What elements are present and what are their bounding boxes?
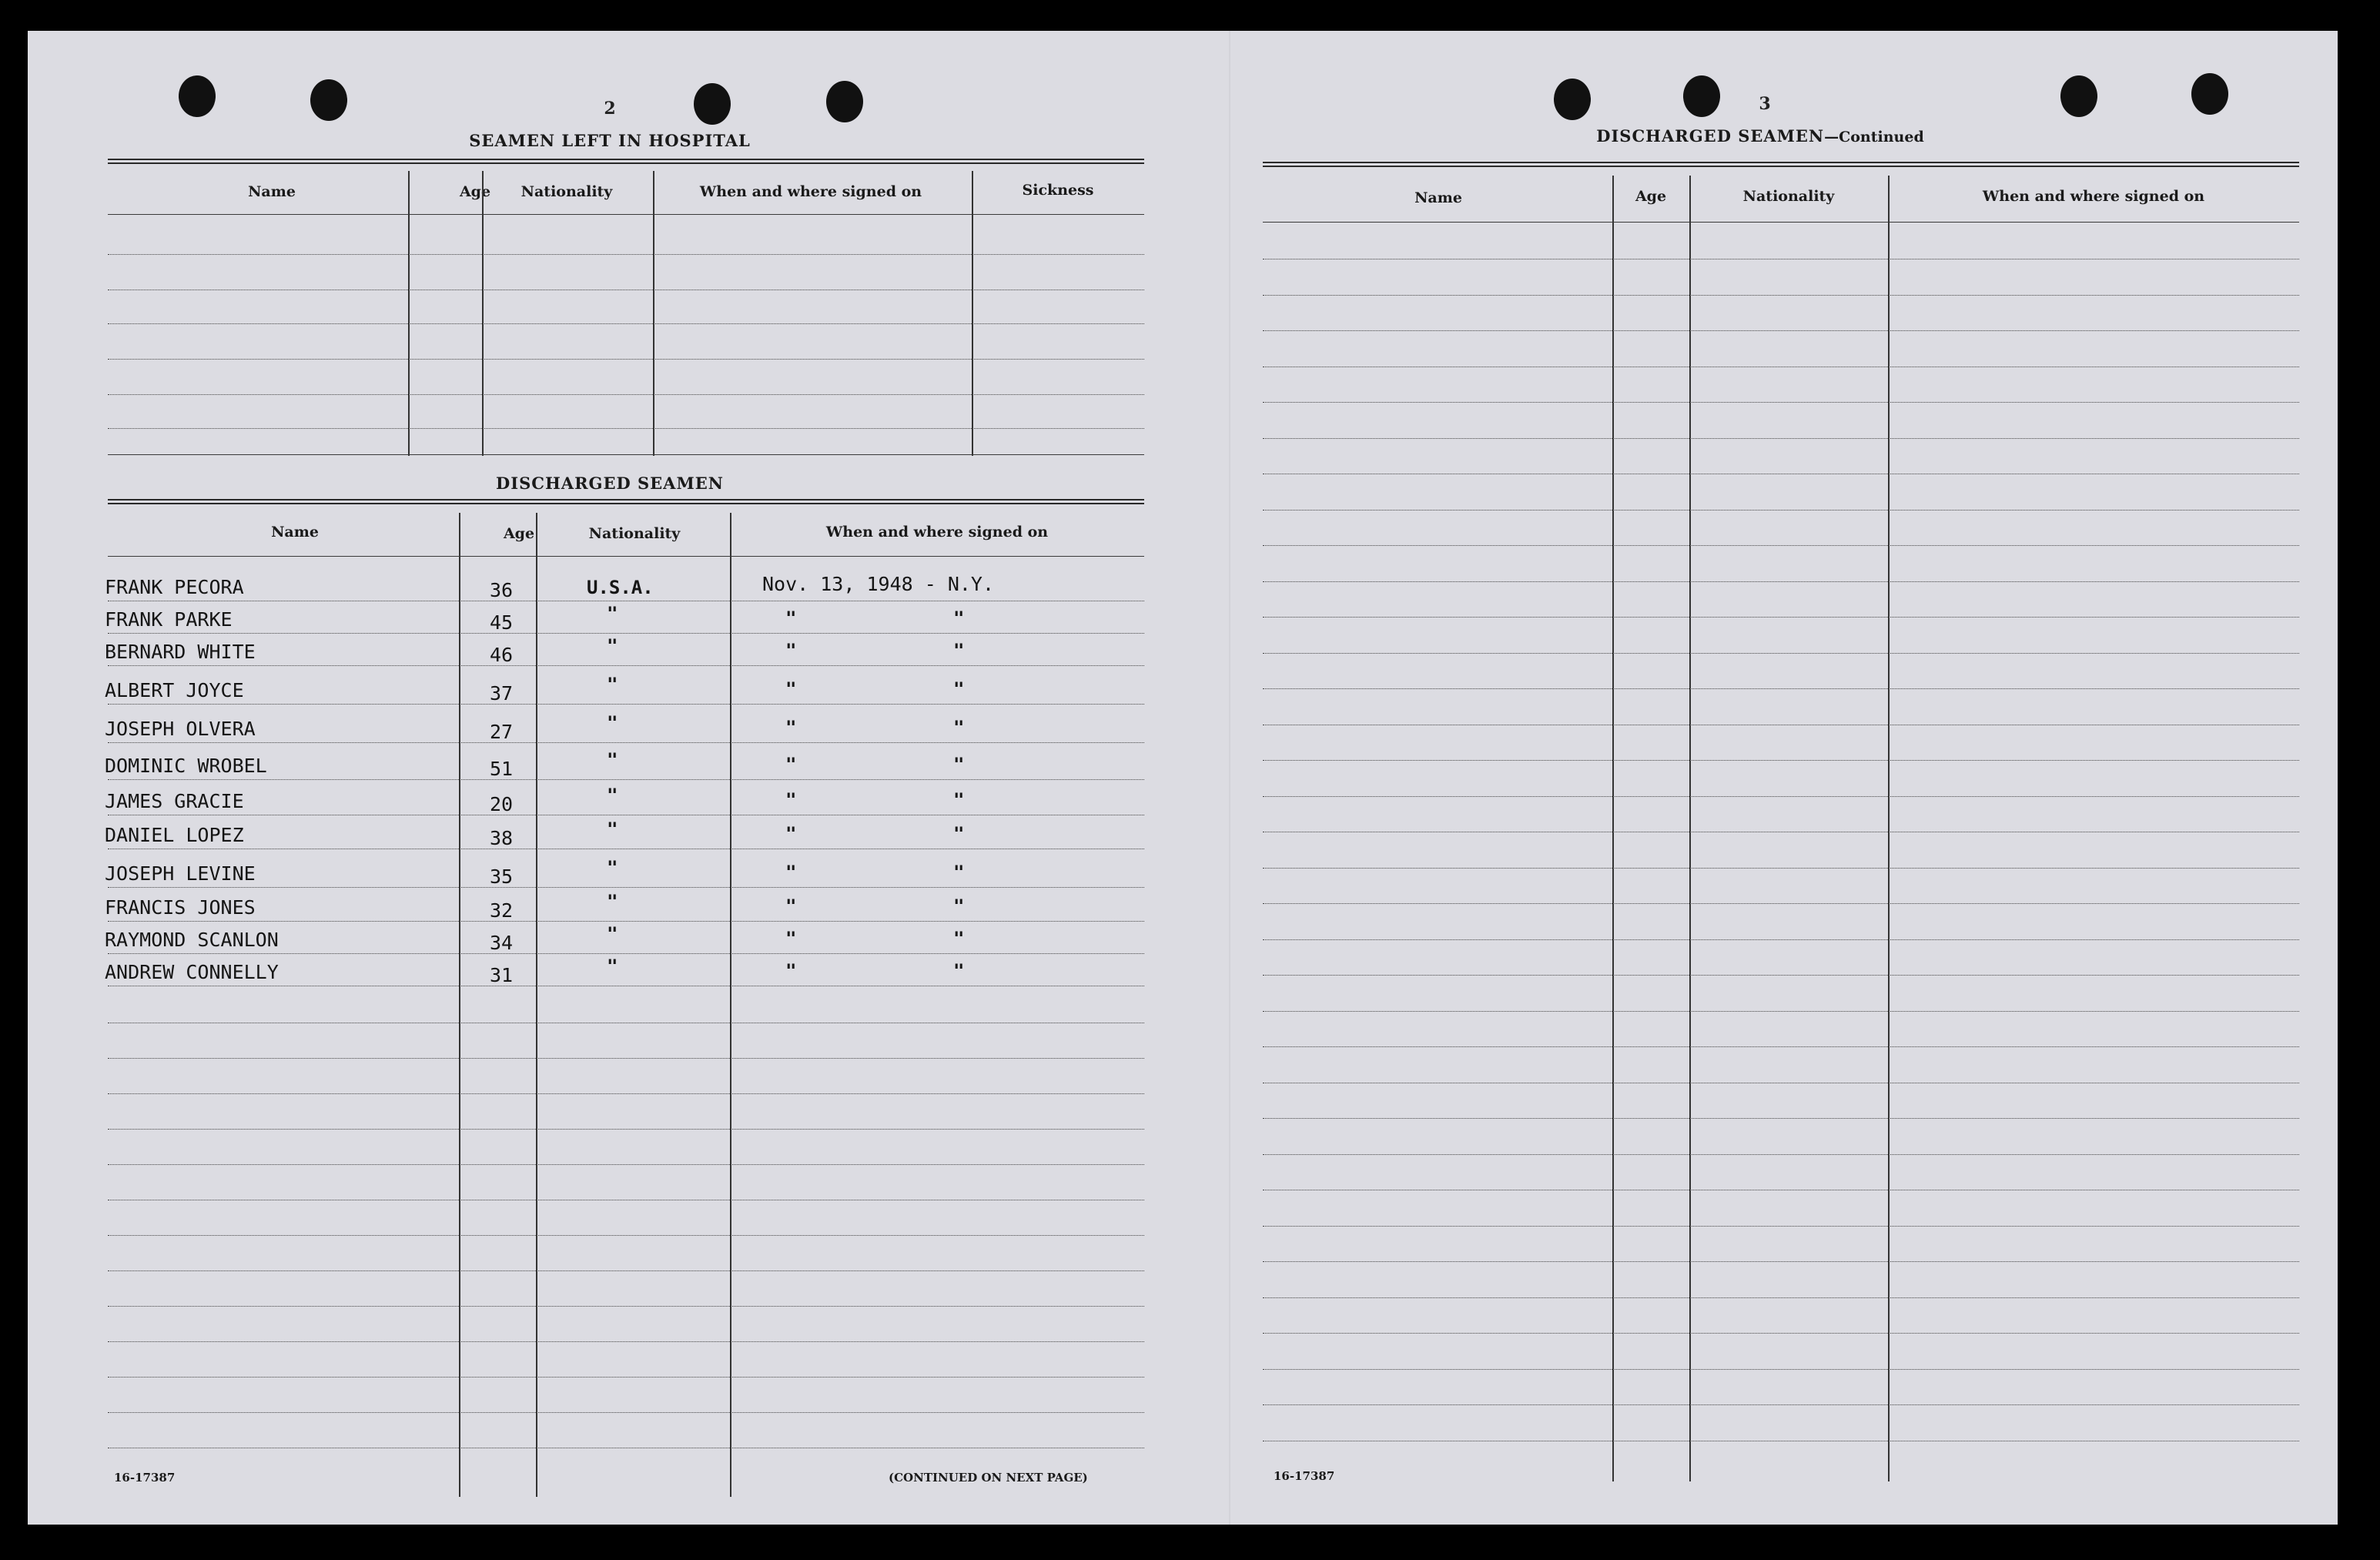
right-col-nationality: Nationality (1742, 188, 1835, 205)
right-empty-row-line (1263, 653, 2299, 654)
discharged-col-age: Age (503, 525, 535, 542)
seaman-nationality: " (607, 635, 618, 657)
right-col-divider (1612, 176, 1614, 1481)
hospital-row-line (108, 254, 1144, 255)
document-sheet (28, 31, 2338, 1525)
seaman-age: 27 (490, 721, 514, 743)
seaman-signed-on-place-ditto: " (953, 895, 965, 917)
punch-hole (2191, 73, 2228, 115)
seaman-signed-on-date-ditto: " (785, 960, 797, 982)
seaman-signed-on-place-ditto: " (953, 789, 965, 811)
discharged-col-signed-on: When and where signed on (825, 524, 1049, 541)
seaman-age: 20 (490, 793, 514, 815)
seaman-name: BERNARD WHITE (105, 641, 256, 663)
seaman-name: ALBERT JOYCE (105, 679, 244, 701)
seaman-signed-on-date-ditto: " (785, 678, 797, 700)
seaman-signed-on-place-ditto: " (953, 960, 965, 982)
seaman-signed-on-date-ditto: " (785, 862, 797, 883)
discharged-row-line (108, 921, 1144, 922)
seaman-age: 34 (490, 932, 514, 954)
punch-hole (1683, 75, 1720, 117)
seaman-nationality: " (607, 712, 618, 734)
seaman-signed-on-date-ditto: " (785, 789, 797, 811)
seaman-nationality: " (607, 956, 618, 977)
seaman-age: 46 (490, 644, 514, 666)
discharged-row-line (108, 887, 1144, 888)
seaman-nationality: " (607, 923, 618, 945)
discharged-empty-row-line (108, 1341, 1144, 1342)
right-empty-row-line (1263, 402, 2299, 403)
right-empty-row-line (1263, 1297, 2299, 1298)
seaman-name: FRANK PARKE (105, 608, 233, 631)
discharged-title-rule (108, 499, 1144, 504)
seaman-nationality: U.S.A. (587, 577, 654, 598)
seaman-age: 31 (490, 964, 514, 986)
right-empty-row-line (1263, 939, 2299, 940)
discharged-col-nationality: Nationality (588, 525, 681, 542)
punch-hole (1554, 79, 1591, 120)
right-empty-row-line (1263, 903, 2299, 904)
hospital-row-line (108, 323, 1144, 324)
continued-note: (CONTINUED ON NEXT PAGE) (889, 1471, 1088, 1485)
discharged-empty-row-line (108, 1164, 1144, 1165)
seaman-signed-on-date-ditto: " (785, 640, 797, 661)
seaman-name: JOSEPH LEVINE (105, 862, 256, 885)
discharged-col-divider (459, 513, 460, 1497)
seaman-signed-on-place-ditto: " (953, 754, 965, 775)
seaman-signed-on-place-ditto: " (953, 717, 965, 738)
right-page-title-main: DISCHARGED SEAMEN (1596, 126, 1825, 146)
seaman-signed-on-place-ditto: " (953, 928, 965, 949)
hospital-title-rule (108, 159, 1144, 164)
right-header-underline (1263, 222, 2299, 223)
seaman-signed-on-date-ditto: " (785, 895, 797, 917)
discharged-header-underline (108, 556, 1144, 557)
seaman-age: 51 (490, 758, 514, 780)
right-empty-row-line (1263, 438, 2299, 439)
seaman-age: 36 (490, 579, 514, 601)
seaman-name: FRANCIS JONES (105, 896, 256, 919)
right-col-divider (1689, 176, 1691, 1481)
hospital-row-line (108, 394, 1144, 395)
seaman-nationality: " (607, 674, 618, 695)
seaman-age: 45 (490, 611, 514, 634)
form-number-left: 16-17387 (114, 1471, 176, 1485)
hospital-row-line (108, 428, 1144, 429)
seaman-signed-on-place-ditto: " (953, 678, 965, 700)
right-empty-row-line (1263, 295, 2299, 296)
right-empty-row-line (1263, 1226, 2299, 1227)
seaman-name: DANIEL LOPEZ (105, 824, 244, 846)
center-fold (1229, 31, 1230, 1525)
right-empty-row-line (1263, 545, 2299, 546)
right-empty-row-line (1263, 1011, 2299, 1012)
seaman-signed-on-place-ditto: " (953, 640, 965, 661)
hospital-row-line (108, 359, 1144, 360)
right-empty-row-line (1263, 1046, 2299, 1047)
seaman-age: 35 (490, 865, 514, 888)
hospital-col-nationality: Nationality (521, 183, 613, 200)
discharged-empty-row-line (108, 1412, 1144, 1413)
hospital-section-title: SEAMEN LEFT IN HOSPITAL (469, 131, 751, 150)
discharged-empty-row-line (108, 1058, 1144, 1059)
hospital-bottom-line (108, 454, 1144, 455)
punch-hole (694, 83, 731, 125)
right-empty-row-line (1263, 330, 2299, 331)
discharged-empty-row-line (108, 1093, 1144, 1094)
right-col-signed-on: When and where signed on (1982, 188, 2205, 205)
discharged-row-line (108, 742, 1144, 743)
right-empty-row-line (1263, 510, 2299, 511)
seaman-nationality: " (607, 857, 618, 879)
right-empty-row-line (1263, 1261, 2299, 1262)
discharged-row-line (108, 704, 1144, 705)
right-empty-row-line (1263, 1154, 2299, 1155)
right-col-name: Name (1414, 189, 1462, 206)
hospital-header-underline (108, 214, 1144, 215)
discharged-empty-row-line (108, 1377, 1144, 1378)
seaman-age: 37 (490, 682, 514, 705)
seaman-signed-on: Nov. 13, 1948 - N.Y. (762, 573, 995, 595)
discharged-row-line (108, 633, 1144, 634)
seaman-name: DOMINIC WROBEL (105, 755, 267, 777)
seaman-signed-on-date-ditto: " (785, 928, 797, 949)
right-empty-row-line (1263, 760, 2299, 761)
right-empty-row-line (1263, 581, 2299, 582)
discharged-empty-row-line (108, 1306, 1144, 1307)
discharged-row-line (108, 953, 1144, 954)
seaman-name: RAYMOND SCANLON (105, 929, 279, 951)
seaman-signed-on-date-ditto: " (785, 717, 797, 738)
seaman-signed-on-place-ditto: " (953, 608, 965, 629)
seaman-nationality: " (607, 785, 618, 806)
form-number-right: 16-17387 (1274, 1469, 1335, 1483)
seaman-signed-on-place-ditto: " (953, 823, 965, 845)
right-empty-row-line (1263, 868, 2299, 869)
hospital-col-signed-on: When and where signed on (699, 183, 922, 200)
punch-hole (2060, 75, 2097, 117)
seaman-name: ANDREW CONNELLY (105, 961, 279, 983)
seaman-name: FRANK PECORA (105, 576, 244, 598)
discharged-col-divider (536, 513, 537, 1497)
right-empty-row-line (1263, 1404, 2299, 1405)
right-page-title-suffix: —Continued (1824, 129, 1924, 146)
seaman-age: 38 (490, 827, 514, 849)
right-empty-row-line (1263, 1333, 2299, 1334)
right-empty-row-line (1263, 1369, 2299, 1370)
hospital-col-age: Age (459, 183, 491, 200)
discharged-empty-row-line (108, 1270, 1144, 1271)
right-empty-row-line (1263, 975, 2299, 976)
discharged-empty-row-line (108, 1235, 1144, 1236)
discharged-section-title: DISCHARGED SEAMEN (496, 474, 724, 493)
right-empty-row-line (1263, 1118, 2299, 1119)
right-empty-row-line (1263, 617, 2299, 618)
right-page-title (1568, 126, 1953, 146)
seaman-nationality: " (607, 891, 618, 912)
punch-hole (179, 75, 216, 117)
seaman-nationality: " (607, 749, 618, 771)
seaman-signed-on-date-ditto: " (785, 608, 797, 629)
discharged-col-name: Name (271, 524, 319, 541)
right-empty-row-line (1263, 796, 2299, 797)
seaman-signed-on-place-ditto: " (953, 862, 965, 883)
right-title-rule (1263, 162, 2299, 167)
seaman-signed-on-date-ditto: " (785, 823, 797, 845)
punch-hole (826, 81, 863, 122)
seaman-signed-on-date-ditto: " (785, 754, 797, 775)
discharged-row-line (108, 665, 1144, 666)
punch-hole (310, 79, 347, 121)
right-col-age: Age (1635, 188, 1667, 205)
discharged-row-line (108, 779, 1144, 780)
hospital-col-name: Name (248, 183, 296, 200)
right-empty-row-line (1263, 688, 2299, 689)
seaman-age: 32 (490, 899, 514, 922)
discharged-col-divider (730, 513, 731, 1497)
right-col-divider (1888, 176, 1890, 1481)
seaman-name: JOSEPH OLVERA (105, 718, 256, 740)
seaman-nationality: " (607, 603, 618, 624)
page-number-right: 3 (1759, 94, 1771, 114)
hospital-col-sickness: Sickness (1022, 182, 1094, 199)
seaman-name: JAMES GRACIE (105, 790, 244, 812)
discharged-empty-row-line (108, 1129, 1144, 1130)
seaman-nationality: " (607, 818, 618, 840)
page-number-left: 2 (604, 99, 616, 119)
